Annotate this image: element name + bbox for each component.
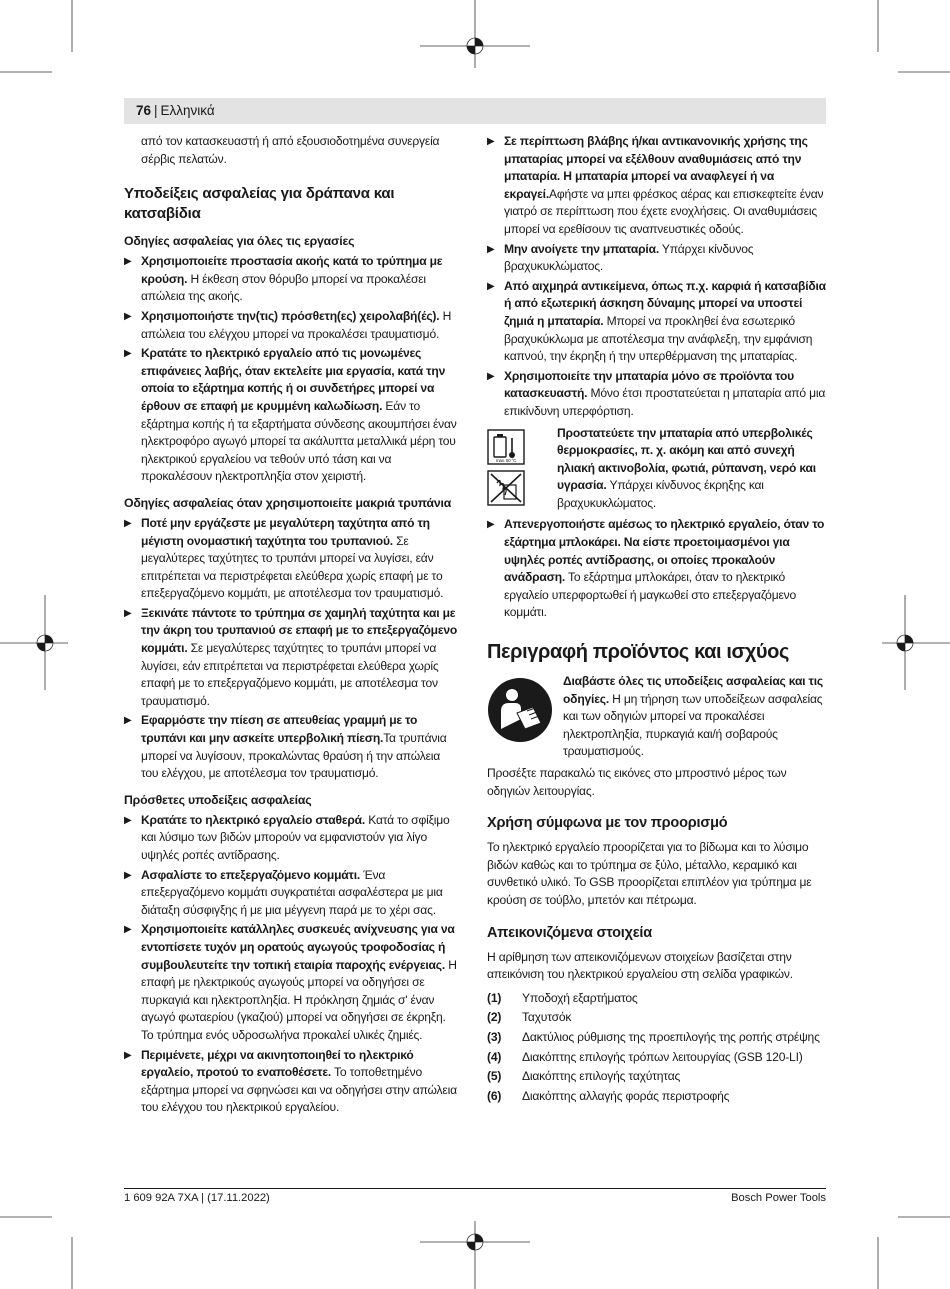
footer-document-id: 1 609 92A 7XA | (17.11.2022): [124, 1192, 270, 1204]
read-instructions-text: Διαβάστε όλες τις υποδείξεις ασφαλείας και τις οδηγίες. Η μη τήρηση των υποδείξεων ασφαλείας και των οδηγιών μπορεί να προκαλέσει ηλεκτροπληξία, πυρκαγιά και/ή σοβαρούς τραυματισμούς.: [563, 674, 823, 759]
bullet-item: ▶ Σε περίπτωση βλάβης ή/και αντικανονικής χρήσης της μπαταρίας μπορεί να εξέλθουν αναθυμιάσεις από την μπαταρία. Η μπαταρία μπορεί να αναφλεγεί ή να εκραγεί.Αφήστε να μπει φρέσκος αέρας και επισκεφτείτε έναν γιατρό σε περίπτωση που έχετε ενοχλήσεις. Οι αναθυμιάσεις μπορεί να ερεθίσουν τις αναπνευστικές οδούς.: [487, 133, 827, 239]
footer-brand: Bosch Power Tools: [731, 1192, 826, 1204]
components-title: Απεικονιζόμενα στοιχεία: [487, 924, 652, 941]
bullet-item: ▶ Ποτέ μην εργάζεστε με μεγαλύτερη ταχύτητα από τη μέγιστη ονομαστική ταχύτητα του τρυπανιού. Σε μεγαλύτερες ταχύτητες το τρυπάνι μπορεί να λυγίσει, εάν επιτρέπεται να περιστρέφεται ελεύθερα χωρίς επαφή με το επεξεργαζόμενο κομμάτι, με αποτέλεσμα τον τραυματισμό.: [124, 515, 460, 603]
component-item: (6) Διακόπτης αλλαγής φοράς περιστροφής: [487, 1088, 730, 1103]
intro-text: από τον κατασκευαστή ή από εξουσιοδοτημένα συνεργεία σέρβις πελατών.: [141, 134, 440, 166]
warning-icons: [487, 425, 541, 513]
bullet-item: ▶ Χρησιμοποιείτε την μπαταρία μόνο σε προϊόντα του κατασκευαστή. Μόνο έτσι προστατεύεται η μπαταρία από μια επικίνδυνη υπερφόρτιση.: [487, 368, 827, 421]
section-title: Υποδείξεις ασφαλείας για δράπανα και κατσαβίδια: [124, 185, 395, 223]
major-section-title: Περιγραφή προϊόντος και ισχύος: [487, 641, 789, 664]
bullet-item: ▶ Εφαρμόστε την πίεση σε απευθείας γραμμή με το τρυπάνι και μην ασκείτε υπερβολική πίεση.Τα τρυπάνια μπορεί να λυγίσουν, προκαλώντας θραύση ή την απώλεια του ελέγχου, με αποτέλεσμα τον τραυματισμό.: [124, 712, 460, 782]
bullet-item: ▶ Απενεργοποιήστε αμέσως το ηλεκτρικό εργαλείο, όταν το εξάρτημα μπλοκάρει. Να είστε προετοιμασμένοι για υψηλές ροπές αντίδρασης, οι οποίες προκαλούν ανάδραση. Το εξάρτημα μπλοκάρει, όταν το ηλεκτρικό εργαλείο υπερφορτωθεί ή μαγκωθεί στο επεξεργαζόμενο κομμάτι.: [487, 516, 827, 622]
svg-text:max. 50 °C: max. 50 °C: [495, 457, 517, 463]
group-title: Οδηγίες ασφαλείας για όλες τις εργασίες: [124, 234, 355, 249]
component-item: (4) Διακόπτης επιλογής τρόπων λειτουργίας (GSB 120-LI): [487, 1049, 803, 1064]
component-item: (5) Διακόπτης επιλογής ταχύτητας: [487, 1069, 681, 1084]
group-title: Πρόσθετες υποδείξεις ασφαλείας: [124, 792, 312, 807]
read-manual-icon: [487, 677, 553, 743]
bullet-item: ▶ Χρησιμοποιείτε κατάλληλες συσκευές ανίχνευσης για να εντοπίσετε τυχόν μη ορατούς αγωγούς τροφοδοσίας ή συμβουλευτείτε την τοπική εταιρία παροχής ενέργειας. Η επαφή με ηλεκτρικούς αγωγούς μπορεί να οδηγήσει σε πυρκαγιά και ηλεκτροπληξία. Η πρόκληση ζημιάς σ' έναν αγωγό φωταερίου (γκαζιού) μπορεί να οδηγήσει σε έκρηξη. Το τρύπημα ενός υδροσωλήνα προκαλεί υλικές ζημιές.: [124, 921, 460, 1044]
bullet-item: ▶ Κρατάτε το ηλεκτρικό εργαλείο σταθερά. Κατά το σφίξιμο και λύσιμο των βιδών μπορούν να εμφανιστούν για λίγο υψηλές ροπές αντίδρασης.: [124, 812, 460, 865]
page-header: [136, 103, 215, 119]
battery-temperature-icon: [487, 429, 525, 507]
foldout-note: Προσέξτε παρακαλώ τις εικόνες στο μπροστινό μέρος των οδηγιών λειτουργίας.: [487, 766, 787, 798]
bullet-item: ▶ Ξεκινάτε πάντοτε το τρύπημα σε χαμηλή ταχύτητα και με την άκρη του τρυπανιού σε επαφή με το επεξεργαζόμενο κομμάτι. Σε μεγαλύτερες ταχύτητες το τρυπάνι μπορεί να λυγίσει, εάν επιτρέπεται να περιστρέφεται ελεύθερα χωρίς επαφή με το επεξεργαζόμενο κομμάτι, με αποτέλεσμα τον τραυματισμό.: [124, 605, 460, 711]
bullet-item: ▶ Από αιχμηρά αντικείμενα, όπως π.χ. καρφιά ή κατσαβίδια ή από εξωτερική άσκηση δύναμης μπορεί να υποστεί ζημιά η μπαταρία. Μπορεί να προκληθεί ένα εσωτερικό βραχυκύκλωμα με αποτέλεσμα την ανάφλεξη, την εμφάνιση καπνού, την έκρηξη ή την υπερθέρμανση της μπαταρίας.: [487, 278, 827, 366]
header-separator: |: [154, 103, 158, 118]
intended-use-title: Χρήση σύμφωνα με τον προορισμό: [487, 815, 728, 832]
component-item: (1) Υποδοχή εξαρτήματος: [487, 990, 638, 1005]
read-instructions-notice: [487, 673, 827, 761]
page-number: 76: [136, 103, 152, 118]
bullet-item: ▶ Ασφαλίστε το επεξεργαζόμενο κομμάτι. Ένα επεξεργαζόμενο κομμάτι συγκρατιέται ασφαλέστερα με μια διάταξη σύσφιγξης ή με μια μέγγενη παρά με το χέρι σας.: [124, 867, 460, 920]
components-text: Η αρίθμηση των απεικονιζόμενων στοιχείων βασίζεται στην απεικόνιση του ηλεκτρικού εργαλείου στη σελίδα γραφικών.: [487, 949, 793, 982]
footer-rule: [124, 1188, 826, 1189]
component-item: (3) Δακτύλιος ρύθμισης της προεπιλογής της ροπής στρέψης: [487, 1029, 820, 1044]
bullet-item: ▶ Χρησιμοποιήστε την(τις) πρόσθετη(ες) χειρολαβή(ές). Η απώλεια του ελέγχου μπορεί να προκαλέσει τραυματισμό.: [124, 308, 460, 343]
right-column: [487, 133, 827, 1107]
header-language: Ελληνικά: [160, 103, 215, 118]
bullet-item: ▶ Χρησιμοποιείτε προστασία ακοής κατά το τρύπημα με κρούση. Η έκθεση στον θόρυβο μπορεί να προκαλέσει απώλεια της ακοής.: [124, 253, 460, 306]
bullet-item: ▶ Μην ανοίγετε την μπαταρία. Υπάρχει κίνδυνος βραχυκυκλώματος.: [487, 241, 827, 276]
header-bar: [124, 98, 826, 124]
group-title: Οδηγίες ασφαλείας όταν χρησιμοποιείτε μακριά τρυπάνια: [124, 495, 452, 510]
bullet-item: ▶ Κρατάτε το ηλεκτρικό εργαλείο από τις μονωμένες επιφάνειες λαβής, όταν εκτελείτε μια εργασία, κατά την οποία το εξάρτημα κοπής ή οι συνδετήρες μπορεί να έρθουν σε επαφή με κρυμμένη καλωδίωση. Εάν το εξάρτημα κοπής ή τα εξαρτήματα σύνδεσης ακουμπήσει έναν ηλεκτροφόρο αγωγό μπορεί τα ακάλυπτα μεταλλικά μέρη του ηλεκτρικού εργαλείου να τεθούν υπό τάση και να προκαλέσουν ηλεκτροπληξία στον χειριστή.: [124, 345, 460, 486]
component-item: (2) Ταχυτσόκ: [487, 1010, 572, 1025]
temperature-warning-text: Προστατεύετε την μπαταρία από υπερβολικές θερμοκρασίες, π. χ. ακόμη και από συνεχή ηλιακή ακτινοβολία, φωτιά, ρύπανση, νερό και υγρασία. Υπάρχει κίνδυνος έκρηξης και βραχυκυκλώματος.: [557, 425, 816, 510]
bullet-item: ▶ Περιμένετε, μέχρι να ακινητοποιηθεί το ηλεκτρικό εργαλείο, προτού το εναποθέσετε. Το τοποθετημένο εξάρτημα μπορεί να σφηνώσει και να οδηγήσει στην απώλεια του ελέγχου του ηλεκτρικού εργαλείου.: [124, 1047, 460, 1117]
intended-use-text: Το ηλεκτρικό εργαλείο προορίζεται για το βίδωμα και το λύσιμο βιδών καθώς και το τρύπημα σε ξύλο, μέταλλο, κεραμικό και συνθετικό υλικό. Το GSB προορίζεται επιπλέον για τρύπημα με κρούση σε τούβλο, μπετόν και πέτρωμα.: [487, 840, 812, 907]
left-column: [124, 133, 460, 1119]
temperature-warning: [487, 425, 827, 513]
